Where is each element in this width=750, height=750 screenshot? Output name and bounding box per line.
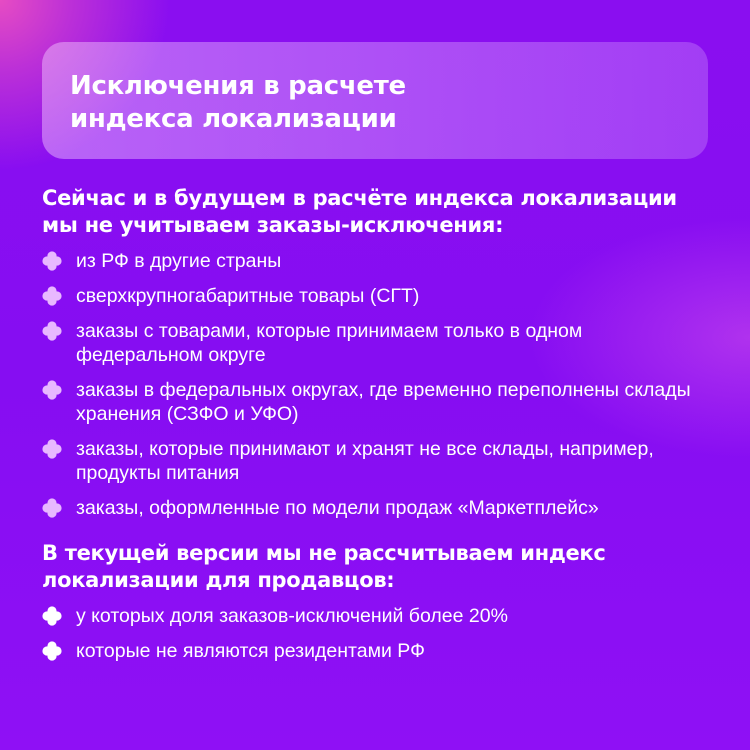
flower-bullet-icon	[42, 286, 62, 306]
list-item-text: заказы с товарами, которые принимаем только в одном федеральном округе	[76, 320, 583, 366]
page-title: Исключения в расчете индекса локализации	[70, 71, 406, 134]
list-item-text: которые не являются резидентами РФ	[76, 640, 425, 662]
sellers-section	[42, 540, 708, 674]
flower-bullet-icon	[42, 641, 62, 661]
list-item	[42, 639, 708, 663]
header-card	[42, 42, 708, 159]
flower-bullet-icon	[42, 498, 62, 518]
list-item-text: заказы, которые принимают и хранят не все склады, например, продукты питания	[76, 438, 654, 484]
list-item	[42, 319, 708, 367]
flower-bullet-icon	[42, 380, 62, 400]
exclusions-list	[42, 249, 708, 520]
sellers-list	[42, 604, 708, 663]
list-item	[42, 604, 708, 628]
flower-bullet-icon	[42, 321, 62, 341]
list-item	[42, 249, 708, 273]
list-item-text: заказы в федеральных округах, где временно переполнены склады хранения (СЗФО и УФО)	[76, 379, 691, 425]
exclusions-heading: Сейчас и в будущем в расчёте индекса локализации мы не учитываем заказы-исключения:	[42, 186, 677, 237]
list-item-text: из РФ в другие страны	[76, 250, 282, 272]
flower-bullet-icon	[42, 251, 62, 271]
flower-bullet-icon	[42, 606, 62, 626]
list-item	[42, 496, 708, 520]
list-item-text: у которых доля заказов-исключений более 20%	[76, 605, 508, 627]
list-item	[42, 437, 708, 485]
exclusions-section	[42, 185, 708, 531]
flower-bullet-icon	[42, 439, 62, 459]
list-item-text: заказы, оформленные по модели продаж «Маркетплейс»	[76, 497, 599, 519]
list-item-text: сверхкрупногабаритные товары (СГТ)	[76, 285, 420, 307]
sellers-heading: В текущей версии мы не рассчитываем индекс локализации для продавцов:	[42, 541, 606, 592]
list-item	[42, 378, 708, 426]
list-item	[42, 284, 708, 308]
